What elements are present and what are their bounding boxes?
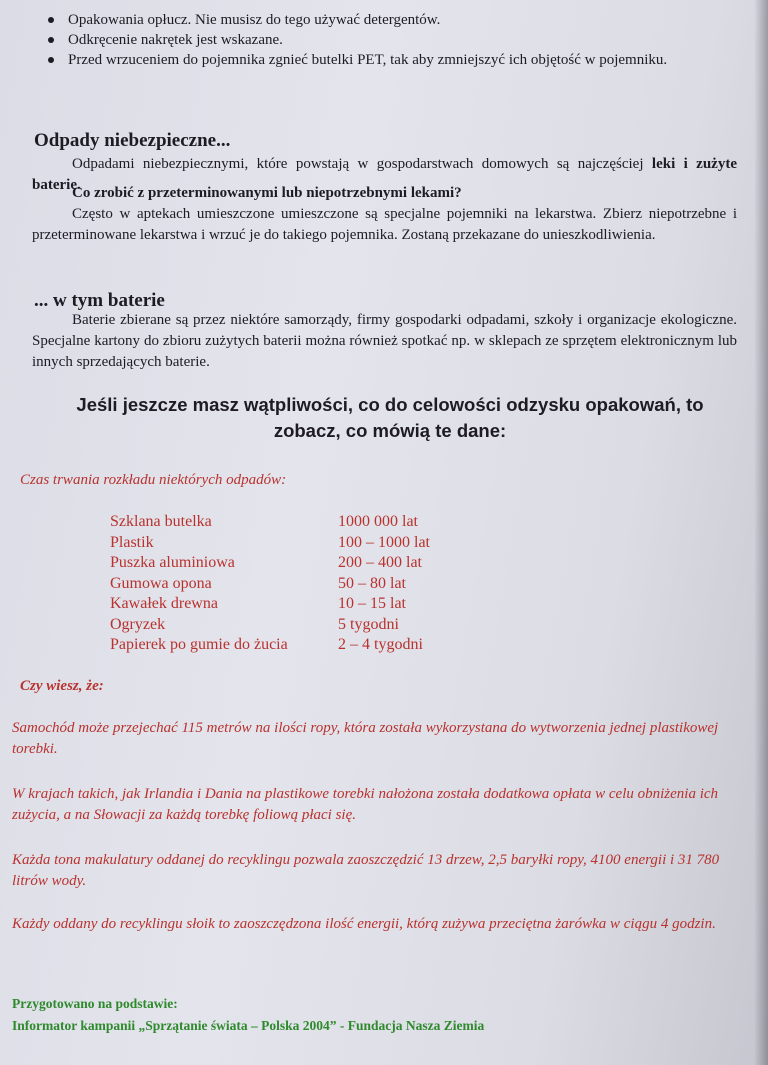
table-row: Papierek po gumie do żucia 2 – 4 tygodni [110, 636, 423, 653]
decomposition-table [110, 512, 430, 656]
hazardous-heading: Odpady niebezpieczne... [34, 130, 231, 151]
table-row: Szklana butelka 1000 000 lat [110, 513, 418, 530]
bullet-icon [48, 17, 54, 23]
list-item: Odkręcenie nakrętek jest wskazane. [42, 30, 742, 50]
batteries-heading: ... w tym baterie [34, 290, 165, 311]
data-heading: Jeśli jeszcze masz wątpliwości, co do celowości odzysku opakowań, to zobacz, co mówią te dane: [76, 394, 704, 441]
batteries-paragraph: Baterie zbierane są przez niektóre samorządy, firmy gospodarki odpadami, szkoły i organizacje ekologiczne. Specjalne kartony do zbioru zużytych baterii można również spotkać np. w sklepach ze sprzętem elektronicznym lub innych sprzedających baterie. [32, 312, 737, 370]
table-row: Gumowa opona 50 – 80 lat [110, 574, 406, 592]
medicine-answer: Często w aptekach umieszczone umieszczone są specjalne pojemniki na lekarstwa. Zbierz niepotrzebne i przeterminowane lekarstwa i wrzuć je do takiego pojemnika. Zostaną przekazane do unieszkodliwienia. [32, 206, 737, 243]
table-row: Kawałek drewna 10 – 15 lat [110, 595, 406, 612]
table-row: Ogryzek 5 tygodni [110, 615, 399, 633]
page-shadow [754, 0, 768, 1065]
hazardous-intro-bold: leki i zużyte baterie. [32, 156, 737, 193]
table-row: Plastik 100 – 1000 lat [110, 533, 430, 551]
fact-item: Każdy oddany do recyklingu słoik to zaoszczędzona ilość energii, którą zużywa przeciętna żarówka w ciągu 4 godzin. [12, 916, 716, 932]
bullet-icon [48, 57, 54, 63]
list-item: Przed wrzuceniem do pojemnika zgnieć butelki PET, tak aby zmniejszyć ich objętość w pojemniku. [42, 50, 742, 70]
did-you-know-heading: Czy wiesz, że: [20, 678, 104, 694]
fact-item: Każda tona makulatury oddanej do recyklingu pozwala zaoszczędzić 13 drzew, 2,5 baryłki ropy, 4100 energii i 31 780 litrów wody. [12, 852, 720, 889]
medicine-question: Co zrobić z przeterminowanymi lub niepotrzebnymi lekami? [72, 185, 462, 201]
decomposition-title: Czas trwania rozkładu niektórych odpadów: [20, 472, 287, 488]
table-row: Puszka aluminiowa 200 – 400 lat [110, 554, 422, 571]
list-item: Opakowania opłucz. Nie musisz do tego używać detergentów. [42, 10, 742, 30]
fact-item: W krajach takich, jak Irlandia i Dania na plastikowe torebki nałożona została dodatkowa opłata w celu obniżenia ich zużycia, a na Słowacji za każdą torebkę foliową płaci się. [12, 786, 719, 823]
source-label: Przygotowano na podstawie: [12, 996, 178, 1011]
fact-item: Samochód może przejechać 115 metrów na ilości ropy, która została wykorzystana do wytworzenia jednej plastikowej torebki. [12, 720, 719, 757]
source-citation: Informator kampanii „Sprzątanie świata – Polska 2004” - Fundacja Nasza Ziemia [12, 1018, 485, 1033]
hazardous-intro: Odpadami niebezpiecznymi, które powstają w gospodarstwach domowych są najczęściej [72, 156, 652, 172]
bullet-icon [48, 37, 54, 43]
tips-list [42, 10, 742, 70]
